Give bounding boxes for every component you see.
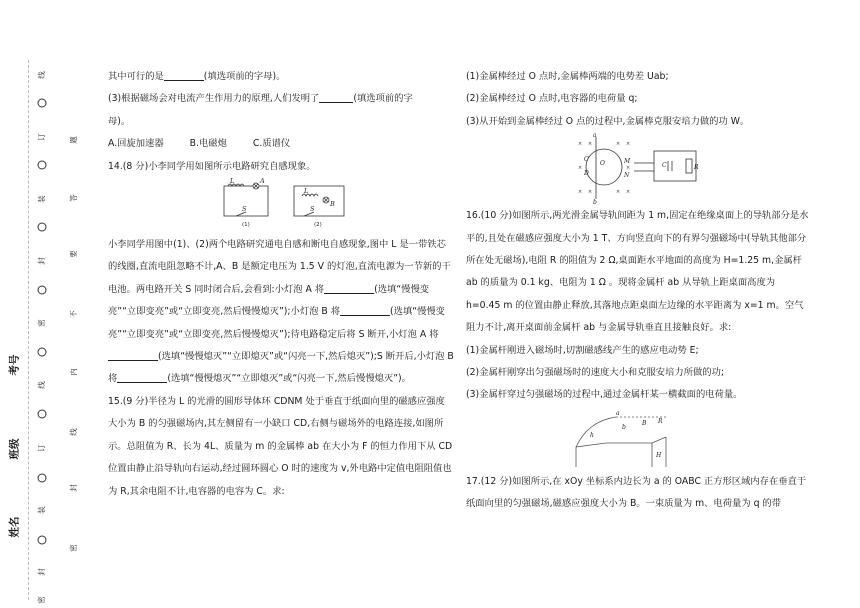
binding-warning-char: 内: [69, 368, 78, 376]
q16-label-B: B: [642, 419, 647, 427]
q15-label-C-cap: C: [662, 162, 667, 170]
binding-warning-char: 题: [69, 136, 78, 144]
q16-label-H: H: [656, 451, 662, 459]
q15-label-M: M: [624, 158, 631, 166]
right-column: [466, 66, 812, 516]
q16-part3: (3)金属杆穿过匀强磁场的过程中,通过金属杆某一横截面的电荷量。: [466, 389, 743, 401]
svg-text:×: ×: [578, 141, 583, 148]
q14-label-L2: L: [304, 187, 309, 196]
q14-label-S1: S: [242, 205, 247, 214]
answer-blank: [324, 282, 374, 294]
q15-label-N: N: [624, 172, 630, 180]
option-b: B.电磁炮: [189, 138, 227, 150]
q16-part1: (1)金属杆刚进入磁场时,切割磁感线产生的感应电动势 E;: [466, 344, 699, 356]
answer-blank: [117, 371, 167, 383]
q14-heading: 14.(8 分)小李同学用如图所示电路研究自感现象。: [108, 160, 316, 172]
q16-label-R: R: [658, 417, 663, 425]
binding-warning-char: 线: [69, 428, 78, 436]
q15-label-a: a: [593, 133, 597, 140]
binding-cut-line: [28, 60, 29, 600]
q15-part3: (3)从开始到金属棒经过 O 点的过程中,金属棒克服安培力做的功 W。: [466, 115, 750, 127]
q15-label-D: D: [584, 170, 589, 178]
binding-char: 线: [37, 381, 46, 389]
q14-label-S2: S: [310, 205, 315, 214]
q15-part1: (1)金属棒经过 O 点时,金属棒两端的电势差 Uab;: [466, 71, 669, 82]
q15-ring-figure: [466, 133, 812, 205]
name-label: 姓名: [8, 516, 21, 538]
q16-table-figure: [466, 407, 812, 471]
answer-blank: [108, 349, 158, 361]
svg-text:×: ×: [578, 189, 583, 196]
binding-margin: [0, 0, 92, 608]
option-a: A.回旋加速器: [108, 138, 164, 150]
q14-label-L1: L: [230, 178, 235, 186]
svg-text:×: ×: [578, 165, 583, 172]
svg-text:×: ×: [616, 189, 621, 196]
binding-hole: [38, 161, 47, 170]
binding-hole: [38, 536, 47, 545]
binding-warning-char: 答: [69, 194, 78, 202]
option-c: C.质谱仪: [252, 138, 291, 150]
binding-hole: [38, 223, 47, 232]
class-label: 班级: [8, 438, 21, 460]
q14-circuit-diagram: [108, 178, 454, 228]
q13-part3-cont: 母)。: [108, 115, 131, 127]
q15-body: 15.(9 分)半径为 L 的光滑的圆形导体环 CDNM 处于垂直于纸面向里的磁感应强度大小为 B 的匀强磁场内,其左侧留有一小缺口 CD,右侧与磁场外的电路连接,如图所示。总阻值为 R、长为 4L、质量为 m 的金属棒 ab 在大小为 F 的恒力作用下从 CD 位置由静止沿导轨向右运动,经过圆环圆心 O 时的速度为 v,外电路中定值电阻阻值也为 R,其余电阻不计,电容器的电容为 C。求:: [108, 395, 453, 497]
binding-char: 订: [37, 444, 46, 452]
q13-part3: (3)根据磁场会对电流产生作用力的原理,人们发明了 (填选项前的字: [108, 93, 413, 105]
answer-blank: [319, 91, 353, 103]
q16-label-a: a: [616, 409, 620, 417]
answer-blank: [164, 69, 204, 81]
binding-warning-char: 要: [69, 250, 78, 258]
svg-text:×: ×: [626, 165, 631, 172]
svg-text:×: ×: [588, 141, 593, 148]
binding-char: 装: [37, 506, 46, 514]
exam-number-label: 考号: [8, 354, 21, 376]
q15-label-O: O: [600, 160, 605, 168]
q15-label-b: b: [593, 199, 597, 206]
binding-char: 订: [37, 133, 46, 141]
binding-hole: [38, 410, 47, 419]
q15-ring-diagram: [466, 133, 812, 205]
left-column: [108, 66, 454, 503]
answer-blank: [340, 304, 390, 316]
q16-label-b: b: [622, 423, 626, 431]
q16-label-h: h: [590, 431, 594, 439]
q14-caption-2: (2): [314, 222, 322, 229]
binding-warning-char: 不: [69, 310, 78, 318]
svg-text:×: ×: [626, 141, 631, 148]
q16-table-diagram: [466, 407, 812, 471]
q15-label-C: C: [584, 156, 589, 164]
q14-label-B: B: [330, 200, 335, 209]
q14-caption-1: (1): [242, 222, 250, 229]
svg-text:×: ×: [626, 189, 631, 196]
binding-hole: [38, 474, 47, 483]
q15-label-R: R: [694, 164, 699, 172]
binding-hole: [38, 286, 47, 295]
q16-body: 16.(10 分)如图所示,两光滑金属导轨间距为 1 m,固定在绝缘桌面上的导轨部分是水平的,且处在磁感应强度大小为 1 T、方向竖直向下的有界匀强磁场中(导轨其他部分所在处无磁场),电阻 R 的阻值为 2 Ω,桌面距水平地面的高度为 H=1.25 m,金属杆 ab 的质量为 0.1 kg、电阻为 1 Ω 。现将金属杆 ab 从导轨上距桌面高度为 h=0.45 m 的位置由静止释放,其落地点距桌面左边缘的水平距离为 x=1 m。空气阻力不计,离开桌面前金属杆 ab 与金属导轨垂直且接触良好。求:: [466, 210, 809, 334]
q17-body: 17.(12 分)如图所示,在 xOy 坐标系内边长为 a 的 OABC 正方形区域内存在垂直于纸面向里的匀强磁场,磁感应强度大小为 B。一束质量为 m、电荷量为 q 的带: [466, 475, 807, 510]
svg-text:×: ×: [588, 189, 593, 196]
binding-warning-char: 密: [69, 544, 78, 552]
q14-label-A: A: [260, 178, 265, 186]
q14-circuit-figure: [108, 178, 454, 228]
q13-options: [108, 133, 454, 155]
q15-part2: (2)金属棒经过 O 点时,电容器的电荷量 q;: [466, 93, 638, 105]
q13-feasible-line: 其中可行的是 (填选项前的字母)。: [108, 71, 286, 82]
q16-part2: (2)金属杆刚穿出匀强磁场时的速度大小和克服安培力所做的功;: [466, 367, 725, 379]
svg-text:×: ×: [616, 141, 621, 148]
q14-body: 小李同学用图中(1)、(2)两个电路研究通电自感和断电自感现象,图中 L 是一带铁芯的线圈,直流电阻忽略不计,A、B 是额定电压为 1.5 V 的灯泡,直流电源为一节新的干电池。两电路开关 S 同时闭合后,会看到:小灯泡 A 将 (选填“慢慢变亮”“立即变亮”或“立即变亮,然后慢慢熄灭”);小灯泡 B 将 (选填“慢慢变亮”“立即变亮”或“立即变亮,然后慢慢熄灭”);待电路稳定后将 S 断开,小灯泡 A 将(选填“慢慢熄灭”“立即熄灭”或“闪亮一下,然后熄灭”);S 断开后,小灯泡 B 将 (选填“慢慢熄灭”“立即熄灭”或“闪亮一下,然后慢慢熄灭”)。: [108, 239, 454, 385]
binding-char: 装: [37, 195, 46, 203]
binding-char: 密: [37, 319, 46, 327]
binding-char: 封: [37, 257, 46, 265]
binding-char: 线: [37, 71, 46, 79]
binding-char: 封: [37, 568, 46, 576]
binding-warning-char: 封: [69, 484, 78, 492]
binding-char: 密: [37, 596, 46, 604]
binding-hole: [38, 348, 47, 357]
binding-hole: [38, 99, 47, 108]
